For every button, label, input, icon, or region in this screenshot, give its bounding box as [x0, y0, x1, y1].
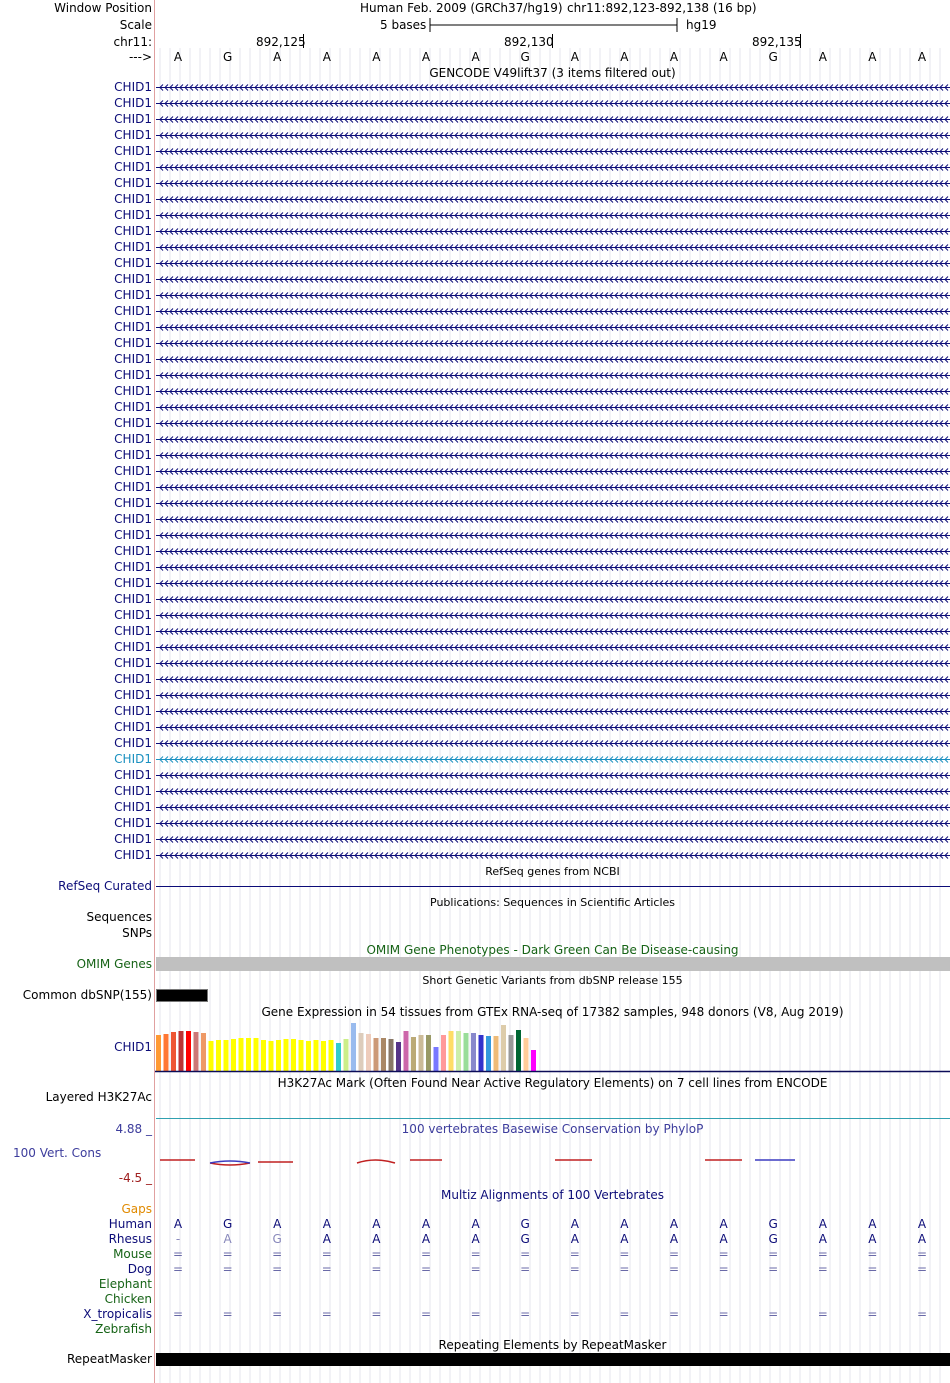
alignment-base: A	[223, 1232, 232, 1246]
rmsk-track-title[interactable]: Repeating Elements by RepeatMasker	[438, 1338, 667, 1352]
gtex-tissue-bar[interactable]	[359, 1033, 364, 1071]
transcript-line[interactable]	[156, 339, 950, 348]
gencode-transcript-label[interactable]: CHID1	[114, 480, 152, 494]
sequence-base: G	[222, 50, 233, 64]
transcript-line[interactable]	[156, 291, 950, 300]
ruler-tick-1: 892,125	[256, 35, 306, 49]
sequence-base: A	[421, 50, 431, 64]
alignment-base: A	[719, 1217, 728, 1231]
alignment-base: =	[420, 1247, 432, 1261]
gtex-tissue-bar[interactable]	[179, 1031, 184, 1071]
gencode-transcript-label[interactable]: CHID1	[114, 160, 152, 174]
gtex-tissue-bar[interactable]	[329, 1040, 334, 1071]
gtex-tissue-bar[interactable]	[164, 1034, 169, 1071]
alignment-base: =	[321, 1247, 332, 1261]
gencode-transcript-label[interactable]: CHID1	[114, 224, 152, 238]
alignment-base: =	[718, 1307, 729, 1321]
transcript-line[interactable]	[156, 611, 950, 620]
sequence-base: A	[818, 50, 827, 64]
transcript-line[interactable]	[156, 755, 950, 764]
alignment-base: A	[322, 1217, 331, 1231]
transcript-line[interactable]	[156, 627, 950, 636]
alignment-base: =	[619, 1262, 630, 1276]
alignment-base: A	[471, 1217, 480, 1231]
h3k27ac-track-label[interactable]: Layered H3K27Ac	[45, 1090, 152, 1104]
gtex-tissue-bar[interactable]	[524, 1038, 529, 1071]
transcript-line[interactable]	[156, 147, 950, 156]
gtex-tissue-bar[interactable]	[404, 1031, 409, 1071]
gtex-track-label[interactable]: CHID1	[114, 1040, 152, 1054]
transcript-line[interactable]	[156, 419, 950, 428]
cons-track-title[interactable]: 100 vertebrates Basewise Conservation by PhyloP	[401, 1122, 704, 1136]
gtex-tissue-bar[interactable]	[306, 1041, 311, 1071]
cons-track-label[interactable]: 100 Vert. Cons	[13, 1146, 102, 1160]
gencode-transcript-label[interactable]: CHID1	[114, 752, 152, 766]
alignment-base: =	[916, 1307, 928, 1321]
alignment-base: A	[818, 1217, 827, 1231]
species-label[interactable]: Chicken	[104, 1292, 152, 1306]
gencode-transcript-label[interactable]: CHID1	[114, 400, 152, 414]
gencode-transcript-label[interactable]: CHID1	[114, 736, 152, 750]
transcript-line[interactable]	[156, 163, 950, 172]
gtex-tissue-bar[interactable]	[449, 1031, 454, 1071]
gtex-tissue-bar[interactable]	[366, 1034, 371, 1071]
dbsnp-variant-bar[interactable]	[156, 989, 208, 1002]
gencode-transcript-label[interactable]: CHID1	[114, 672, 152, 686]
omim-gene-bar[interactable]	[156, 957, 950, 971]
alignment-base: A	[620, 1217, 629, 1231]
gtex-tissue-bar[interactable]	[291, 1039, 296, 1071]
sequence-base: A	[273, 50, 282, 64]
multiz-track-title[interactable]: Multiz Alignments of 100 Vertebrates	[440, 1188, 665, 1202]
transcript-line[interactable]	[156, 659, 950, 668]
label-column-divider	[154, 0, 155, 1383]
sequence-base: A	[471, 50, 480, 64]
gencode-transcript-label[interactable]: CHID1	[114, 288, 152, 302]
gtex-tissue-bar[interactable]	[231, 1039, 236, 1071]
gtex-tissue-bar[interactable]	[336, 1043, 341, 1071]
strand-label: --->	[128, 50, 152, 64]
gtex-tissue-bar[interactable]	[246, 1038, 251, 1071]
gencode-transcript-label[interactable]: CHID1	[114, 416, 152, 430]
alignment-base: A	[570, 1217, 579, 1231]
species-label[interactable]: X_tropicalis	[83, 1307, 152, 1321]
gtex-tissue-bar[interactable]	[419, 1035, 424, 1071]
gencode-transcript-label[interactable]: CHID1	[114, 208, 152, 222]
alignment-base: =	[222, 1307, 233, 1321]
transcript-line[interactable]	[156, 131, 950, 140]
gtex-tissue-bar[interactable]	[344, 1039, 349, 1071]
alignment-base: =	[867, 1247, 878, 1261]
cons-max-label: 4.88 _	[115, 1122, 152, 1136]
species-label[interactable]: Human	[108, 1217, 152, 1231]
transcript-line[interactable]	[156, 787, 950, 796]
alignment-base: A	[570, 1232, 579, 1246]
transcript-line[interactable]	[156, 179, 950, 188]
sequence-base: A	[173, 50, 183, 64]
gtex-tissue-bar[interactable]	[284, 1039, 289, 1071]
gencode-transcript-label[interactable]: CHID1	[114, 432, 152, 446]
gencode-transcript-label[interactable]: CHID1	[114, 848, 152, 862]
alignment-base: A	[273, 1217, 282, 1231]
gtex-tissue-bar[interactable]	[224, 1040, 229, 1071]
transcript-line[interactable]	[156, 403, 950, 412]
gtex-tissue-bar[interactable]	[516, 1030, 521, 1071]
gencode-transcript-label[interactable]: CHID1	[114, 112, 152, 126]
transcript-line[interactable]	[156, 243, 950, 252]
alignment-base: A	[719, 1232, 728, 1246]
gtex-track-title[interactable]: Gene Expression in 54 tissues from GTEx RNA-seq of 17382 samples, 948 donors (V8, Aug 2019)	[261, 1005, 844, 1019]
db-text: hg19	[686, 18, 717, 32]
transcript-line[interactable]	[156, 707, 950, 716]
alignment-base: =	[569, 1307, 580, 1321]
transcript-line[interactable]	[156, 851, 950, 860]
gtex-tissue-bar[interactable]	[321, 1041, 326, 1071]
gencode-transcript-label[interactable]: CHID1	[114, 128, 152, 142]
cons-min-label: -4.5 _	[118, 1171, 152, 1185]
alignment-base: A	[421, 1232, 431, 1246]
alignment-base: =	[916, 1247, 928, 1261]
alignment-base: =	[718, 1247, 729, 1261]
alignment-base: A	[173, 1217, 183, 1231]
assembly-text: Human Feb. 2009 (GRCh37/hg19)	[360, 1, 563, 15]
transcript-line[interactable]	[156, 275, 950, 284]
alignment-base: =	[470, 1262, 481, 1276]
gtex-tissue-bar[interactable]	[456, 1031, 461, 1071]
transcript-line[interactable]	[156, 803, 950, 812]
ruler-tick-3: 892,135	[752, 35, 802, 49]
gencode-transcript-label[interactable]: CHID1	[114, 320, 152, 334]
ruler-tick-2: 892,130	[504, 35, 554, 49]
gencode-transcript-label[interactable]: CHID1	[114, 176, 152, 190]
gtex-tissue-bar[interactable]	[494, 1036, 499, 1071]
alignment-base: =	[668, 1247, 680, 1261]
alignment-base: A	[620, 1232, 629, 1246]
gtex-tissue-bar[interactable]	[374, 1038, 379, 1071]
transcript-line[interactable]	[156, 675, 950, 684]
alignment-base: =	[867, 1307, 878, 1321]
transcript-line[interactable]	[156, 643, 950, 652]
gtex-tissue-bar[interactable]	[471, 1033, 476, 1071]
gtex-tissue-bar[interactable]	[464, 1033, 469, 1071]
sequence-base: A	[669, 50, 679, 64]
alignment-base: A	[669, 1217, 679, 1231]
gencode-transcript-label[interactable]: CHID1	[114, 256, 152, 270]
alignment-base: =	[272, 1247, 283, 1261]
transcript-line[interactable]	[156, 579, 950, 588]
sequence-base: G	[520, 50, 530, 64]
gtex-tissue-bar[interactable]	[486, 1036, 491, 1071]
transcript-line[interactable]	[156, 595, 950, 604]
gtex-tissue-bar[interactable]	[479, 1035, 484, 1071]
omim-track-label[interactable]: OMIM Genes	[76, 957, 152, 971]
transcript-line[interactable]	[156, 739, 950, 748]
position-text: chr11:892,123-892,138 (16 bp)	[567, 1, 757, 15]
gtex-tissue-bar[interactable]	[254, 1038, 259, 1071]
alignment-base: =	[272, 1307, 283, 1321]
gtex-tissue-bar[interactable]	[509, 1035, 514, 1071]
transcript-line[interactable]	[156, 467, 950, 476]
gencode-transcript-label[interactable]: CHID1	[114, 544, 152, 558]
gencode-transcript-label[interactable]: CHID1	[114, 448, 152, 462]
gencode-transcript-label[interactable]: CHID1	[114, 528, 152, 542]
transcript-line[interactable]	[156, 355, 950, 364]
sequence-base: A	[372, 50, 381, 64]
gencode-transcript-label[interactable]: CHID1	[114, 688, 152, 702]
pubs-track-label[interactable]: Sequences	[86, 910, 152, 924]
alignment-base: =	[470, 1247, 481, 1261]
alignment-base: G	[520, 1217, 530, 1231]
gencode-track-title[interactable]: GENCODE V49lift37 (3 items filtered out)	[429, 66, 676, 80]
alignment-base: A	[868, 1232, 877, 1246]
gtex-tissue-bar[interactable]	[186, 1031, 191, 1071]
gtex-tissue-bar[interactable]	[216, 1040, 221, 1071]
dbsnp-track-label[interactable]: Common dbSNP(155)	[22, 988, 152, 1002]
alignment-base: =	[172, 1307, 184, 1321]
refseq-track-title[interactable]: RefSeq genes from NCBI	[485, 865, 620, 878]
alignment-base: G	[222, 1217, 233, 1231]
transcript-line[interactable]	[156, 483, 950, 492]
alignment-base: A	[421, 1217, 431, 1231]
transcript-line[interactable]	[156, 195, 950, 204]
transcript-line[interactable]	[156, 723, 950, 732]
species-label[interactable]: Rhesus	[108, 1232, 152, 1246]
alignment-base: =	[371, 1247, 382, 1261]
sequence-base: A	[570, 50, 579, 64]
dbsnp-track-title[interactable]: Short Genetic Variants from dbSNP release 155	[422, 974, 683, 987]
transcript-line[interactable]	[156, 259, 950, 268]
alignment-base: A	[669, 1232, 679, 1246]
omim-track-title[interactable]: OMIM Gene Phenotypes - Dark Green Can Be Disease-causing	[366, 943, 739, 957]
transcript-line[interactable]	[156, 499, 950, 508]
alignment-base: =	[420, 1307, 432, 1321]
alignment-base: =	[668, 1262, 680, 1276]
alignment-base: =	[569, 1262, 580, 1276]
alignment-base: =	[520, 1247, 531, 1261]
rmsk-repeat-bar[interactable]	[156, 1353, 950, 1366]
sequence-base: A	[719, 50, 728, 64]
transcript-line[interactable]	[156, 371, 950, 380]
gtex-tissue-bar[interactable]	[434, 1047, 439, 1071]
gtex-tissue-bar[interactable]	[171, 1032, 176, 1071]
gencode-transcript-label[interactable]: CHID1	[114, 384, 152, 398]
transcript-line[interactable]	[156, 547, 950, 556]
gencode-transcript-label[interactable]: CHID1	[114, 768, 152, 782]
gtex-tissue-bar[interactable]	[396, 1042, 401, 1071]
alignment-base: =	[768, 1262, 779, 1276]
gencode-transcript-label[interactable]: CHID1	[114, 144, 152, 158]
alignment-base: G	[768, 1232, 778, 1246]
alignment-base: =	[222, 1262, 233, 1276]
gtex-tissue-bar[interactable]	[441, 1035, 446, 1071]
alignment-base: =	[718, 1262, 729, 1276]
gencode-transcript-label[interactable]: CHID1	[114, 832, 152, 846]
scale-text: 5 bases	[380, 18, 427, 32]
transcript-line[interactable]	[156, 819, 950, 828]
transcript-line[interactable]	[156, 771, 950, 780]
gencode-transcript-label[interactable]: CHID1	[114, 720, 152, 734]
alignment-base: =	[321, 1307, 332, 1321]
alignment-base: =	[321, 1262, 332, 1276]
gtex-tissue-bar[interactable]	[201, 1033, 206, 1071]
alignment-base: =	[470, 1307, 481, 1321]
gencode-transcript-label[interactable]: CHID1	[114, 704, 152, 718]
window-position-label: Window Position	[54, 1, 152, 15]
alignment-base: G	[768, 1217, 778, 1231]
transcript-line[interactable]	[156, 515, 950, 524]
transcript-line[interactable]	[156, 99, 950, 108]
alignment-base: =	[668, 1307, 680, 1321]
alignment-base: =	[768, 1247, 779, 1261]
transcript-line[interactable]	[156, 531, 950, 540]
transcript-line[interactable]	[156, 435, 950, 444]
cons-signal[interactable]	[155, 1150, 950, 1170]
chrom-label: chr11:	[113, 35, 152, 49]
sequence-base: G	[768, 50, 778, 64]
gencode-transcript-label[interactable]: CHID1	[114, 368, 152, 382]
transcript-line[interactable]	[156, 691, 950, 700]
alignment-base: A	[372, 1232, 381, 1246]
gencode-transcript-label[interactable]: CHID1	[114, 304, 152, 318]
scale-bar	[428, 16, 680, 34]
scale-label: Scale	[119, 18, 152, 32]
snps-track-label[interactable]: SNPs	[122, 926, 152, 940]
alignment-base: =	[569, 1247, 580, 1261]
gencode-transcript-label[interactable]: CHID1	[114, 608, 152, 622]
gtex-tissue-bar[interactable]	[411, 1037, 416, 1071]
alignment-base: A	[372, 1217, 381, 1231]
gencode-transcript-label[interactable]: CHID1	[114, 272, 152, 286]
alignment-base: =	[222, 1247, 233, 1261]
alignment-base: A	[818, 1232, 827, 1246]
transcript-line[interactable]	[156, 451, 950, 460]
gtex-tissue-bar[interactable]	[269, 1041, 274, 1071]
alignment-base: -	[175, 1232, 181, 1246]
gtex-tissue-bar[interactable]	[239, 1038, 244, 1071]
species-label[interactable]: Elephant	[98, 1277, 152, 1291]
gtex-tissue-bar[interactable]	[389, 1039, 394, 1071]
alignment-base: A	[471, 1232, 480, 1246]
gencode-transcript-label[interactable]: CHID1	[114, 784, 152, 798]
species-label[interactable]: Gaps	[121, 1202, 152, 1216]
gencode-transcript-label[interactable]: CHID1	[114, 240, 152, 254]
alignment-base: =	[371, 1307, 382, 1321]
alignment-base: =	[817, 1247, 828, 1261]
gencode-transcript-label[interactable]: CHID1	[114, 656, 152, 670]
transcript-line[interactable]	[156, 83, 950, 92]
gtex-tissue-bar[interactable]	[276, 1040, 281, 1071]
alignment-base: =	[420, 1262, 432, 1276]
gtex-tissue-bar[interactable]	[156, 1035, 161, 1071]
gtex-expression-chart[interactable]	[155, 1018, 950, 1074]
gencode-transcript-label[interactable]: CHID1	[114, 96, 152, 110]
gtex-tissue-bar[interactable]	[209, 1041, 214, 1071]
gencode-transcript-label[interactable]: CHID1	[114, 640, 152, 654]
alignment-base: A	[868, 1217, 877, 1231]
gtex-tissue-bar[interactable]	[531, 1050, 536, 1071]
gtex-tissue-bar[interactable]	[194, 1032, 199, 1071]
transcript-line[interactable]	[156, 227, 950, 236]
alignment-base: =	[619, 1247, 630, 1261]
gencode-transcript-label[interactable]: CHID1	[114, 560, 152, 574]
gencode-transcript-label[interactable]: CHID1	[114, 512, 152, 526]
alignment-base: =	[768, 1307, 779, 1321]
gencode-transcript-label[interactable]: CHID1	[114, 192, 152, 206]
sequence-base: A	[322, 50, 331, 64]
rmsk-track-label[interactable]: RepeatMasker	[66, 1352, 152, 1366]
alignment-base: A	[322, 1232, 331, 1246]
alignment-base: =	[272, 1262, 283, 1276]
transcript-line[interactable]	[156, 563, 950, 572]
gtex-tissue-bar[interactable]	[426, 1035, 431, 1071]
gencode-transcript-label[interactable]: CHID1	[114, 352, 152, 366]
gtex-tissue-bar[interactable]	[381, 1038, 386, 1071]
gencode-transcript-label[interactable]: CHID1	[114, 576, 152, 590]
gencode-transcript-label[interactable]: CHID1	[114, 496, 152, 510]
alignment-base: =	[817, 1262, 828, 1276]
gencode-transcript-label[interactable]: CHID1	[114, 80, 152, 94]
gtex-tissue-bar[interactable]	[501, 1025, 506, 1071]
species-label[interactable]: Zebrafish	[95, 1322, 152, 1336]
alignment-base: =	[916, 1262, 928, 1276]
h3k27ac-signal-line[interactable]	[156, 1118, 950, 1119]
refseq-track-label[interactable]: RefSeq Curated	[58, 879, 152, 893]
alignment-base: =	[817, 1307, 828, 1321]
sequence-base: A	[917, 50, 927, 64]
alignment-base: =	[172, 1262, 184, 1276]
transcript-line[interactable]	[156, 115, 950, 124]
refseq-gene-line[interactable]	[156, 886, 950, 887]
transcript-line[interactable]	[156, 307, 950, 316]
h3k27ac-track-title[interactable]: H3K27Ac Mark (Often Found Near Active Regulatory Elements) on 7 cell lines from ENCODE	[277, 1076, 828, 1090]
alignment-base: G	[520, 1232, 530, 1246]
transcript-line[interactable]	[156, 323, 950, 332]
transcript-line[interactable]	[156, 211, 950, 220]
alignment-base: G	[272, 1232, 282, 1246]
gtex-tissue-bar[interactable]	[299, 1040, 304, 1071]
transcript-line[interactable]	[156, 387, 950, 396]
gencode-transcript-label[interactable]: CHID1	[114, 592, 152, 606]
alignment-base: =	[867, 1262, 878, 1276]
gencode-transcript-label[interactable]: CHID1	[114, 336, 152, 350]
transcript-line[interactable]	[156, 835, 950, 844]
gencode-transcript-label[interactable]: CHID1	[114, 464, 152, 478]
alignment-base: =	[371, 1262, 382, 1276]
gtex-tissue-bar[interactable]	[351, 1023, 356, 1071]
gencode-transcript-label[interactable]: CHID1	[114, 800, 152, 814]
gencode-transcript-label[interactable]: CHID1	[114, 624, 152, 638]
alignment-base: =	[520, 1262, 531, 1276]
gtex-tissue-bar[interactable]	[261, 1040, 266, 1071]
alignment-base: =	[619, 1307, 630, 1321]
species-label[interactable]: Mouse	[113, 1247, 152, 1261]
sequence-base: A	[868, 50, 877, 64]
alignment-base: A	[917, 1232, 927, 1246]
alignment-base: A	[917, 1217, 927, 1231]
pubs-track-title[interactable]: Publications: Sequences in Scientific Articles	[430, 896, 675, 909]
sequence-base: A	[620, 50, 629, 64]
alignment-base: =	[520, 1307, 531, 1321]
gtex-tissue-bar[interactable]	[314, 1040, 319, 1071]
alignment-base: =	[172, 1247, 184, 1261]
species-label[interactable]: Dog	[127, 1262, 152, 1276]
gencode-transcript-label[interactable]: CHID1	[114, 816, 152, 830]
